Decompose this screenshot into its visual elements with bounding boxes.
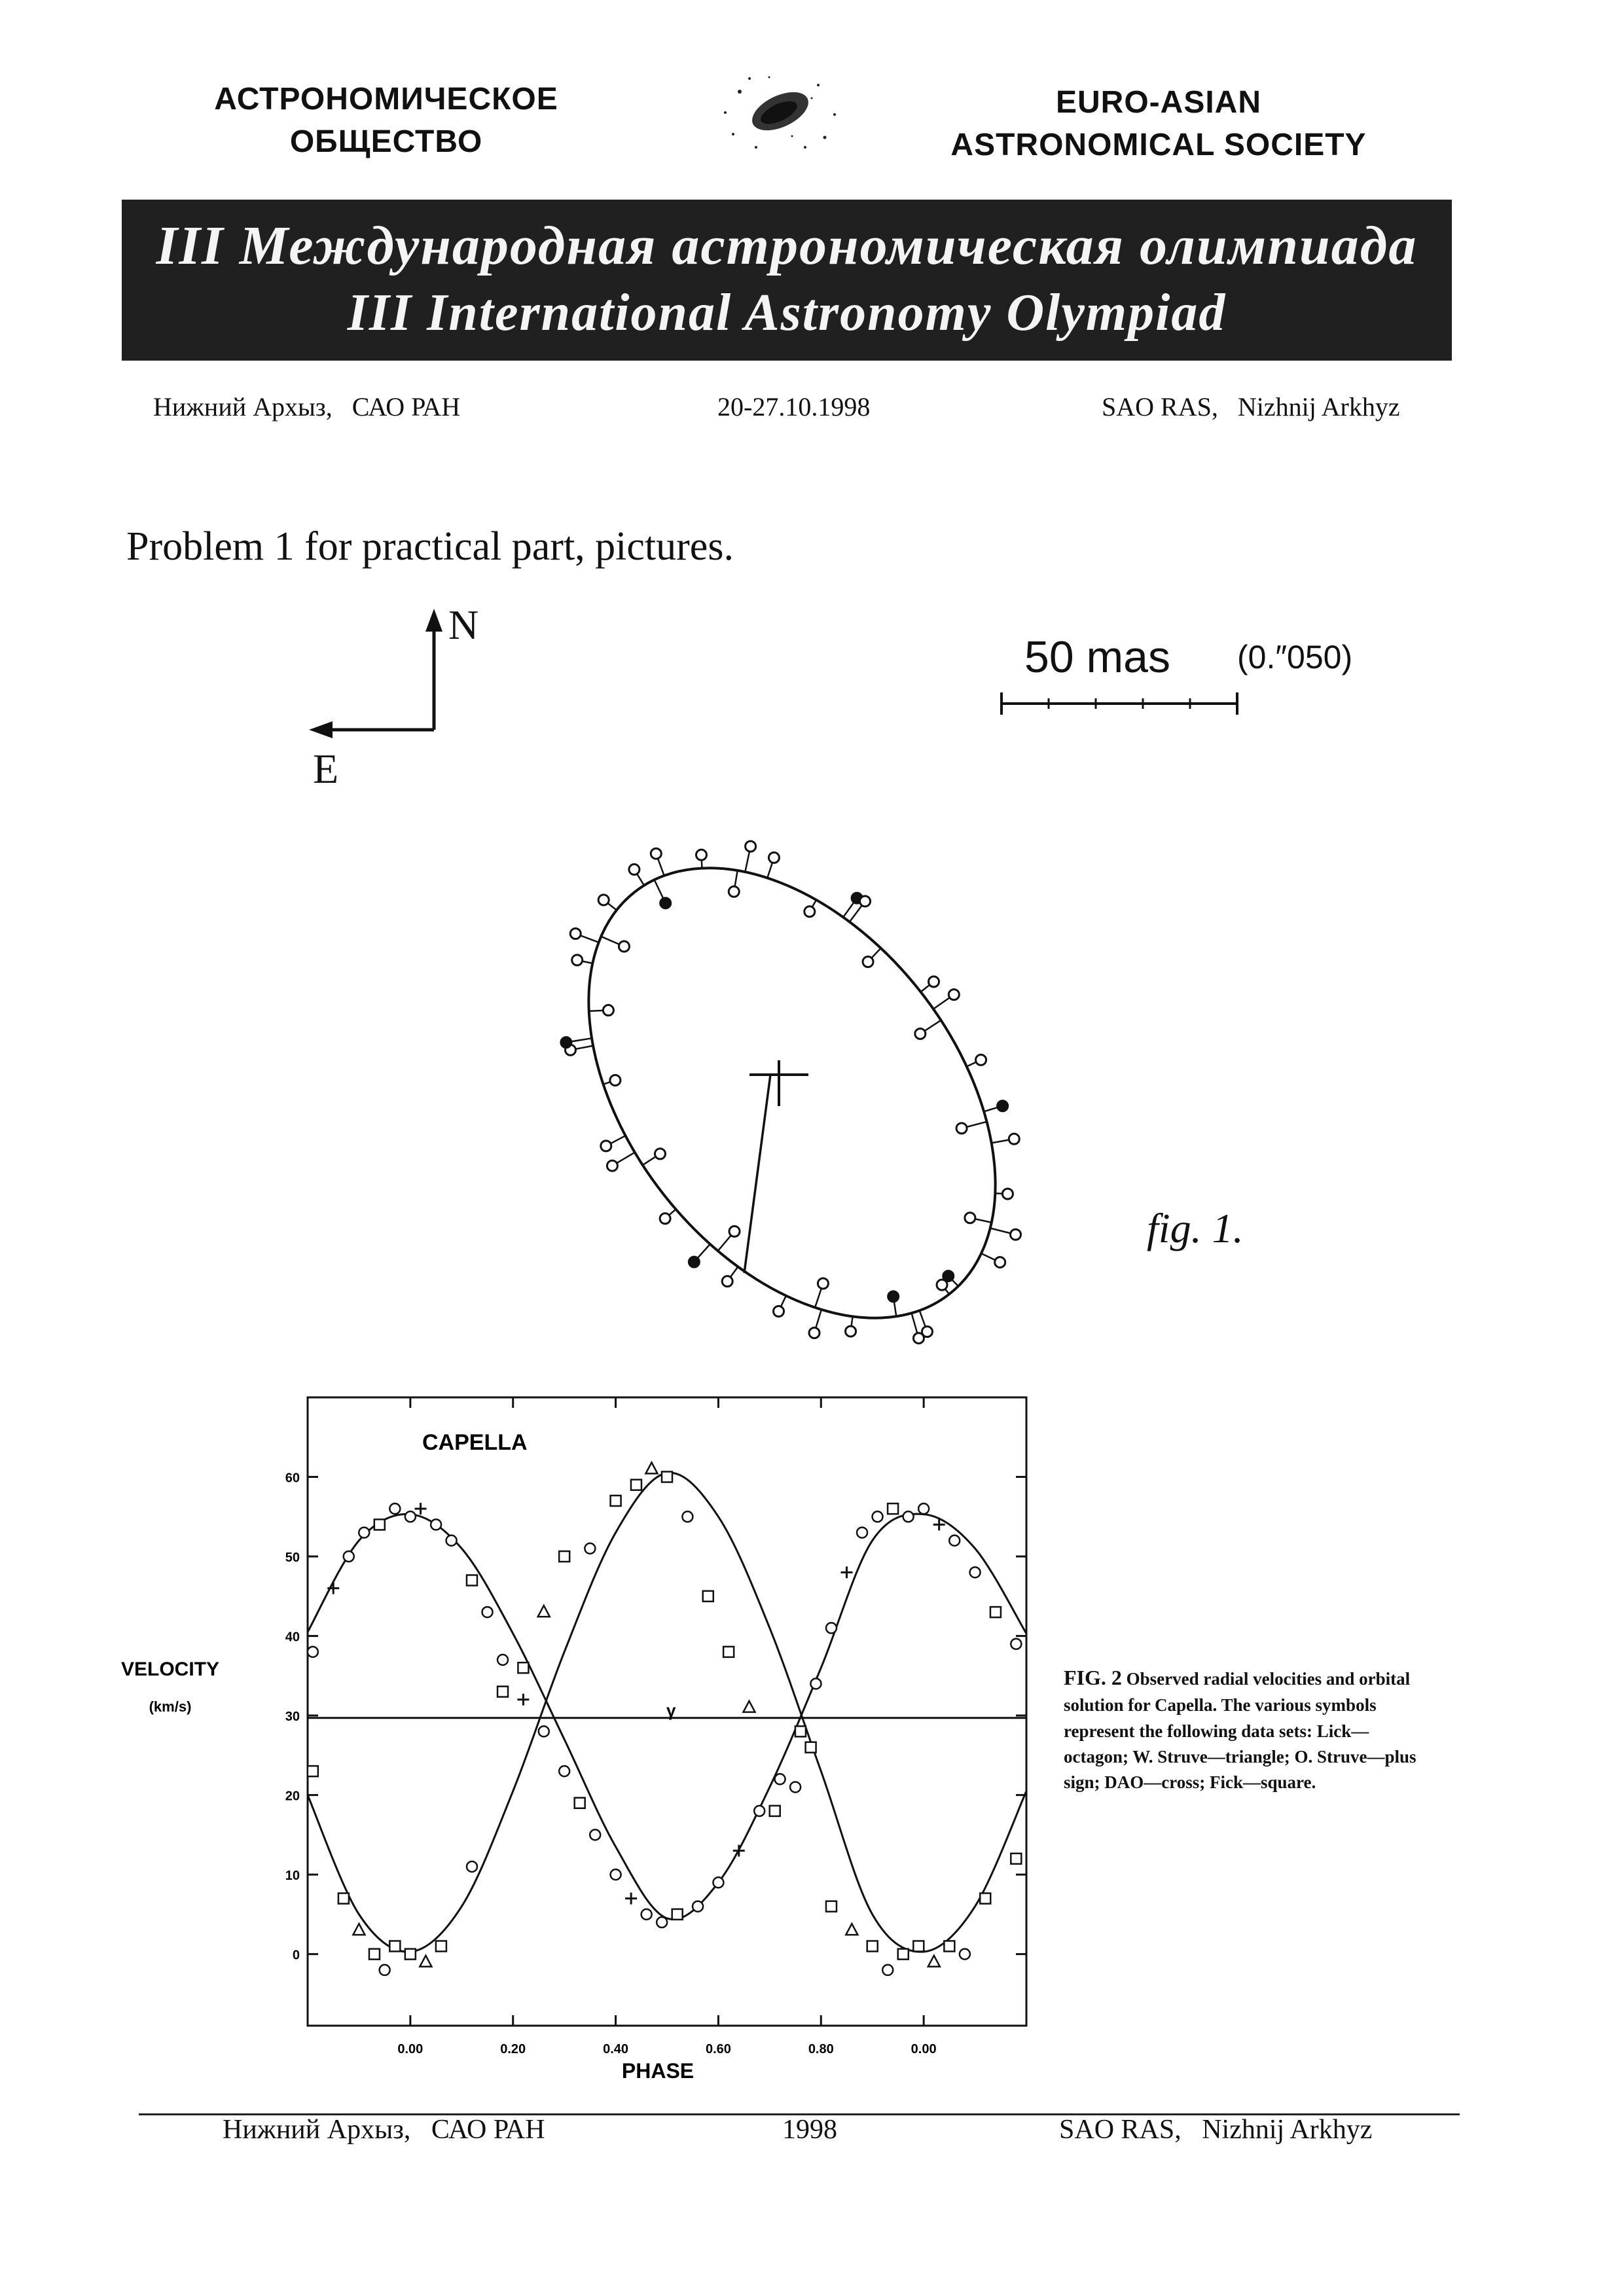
periastron-line	[744, 1075, 770, 1273]
footer-year: 1998	[782, 2115, 837, 2145]
banner-title-en: III International Astronomy Olympiad	[347, 284, 1227, 342]
orbit-observation-point	[846, 1326, 856, 1336]
x-tick-label: 0.00	[397, 2042, 424, 2056]
scale-value: (0.″050)	[1237, 639, 1353, 675]
velocity-point-octagon	[482, 1607, 493, 1617]
velocity-point-square	[374, 1519, 385, 1530]
orbit-observation-point	[976, 1054, 986, 1065]
velocity-point-octagon	[308, 1647, 318, 1657]
orbit-observation-point	[610, 1075, 621, 1086]
velocity-point-triangle	[846, 1924, 857, 1935]
velocity-point-plus	[733, 1845, 745, 1857]
orbit-observation-point	[929, 977, 939, 987]
velocity-point-octagon	[826, 1623, 837, 1633]
orbit-figure	[511, 805, 1060, 1361]
orbit-ellipse	[511, 805, 1060, 1361]
orbit-observation-point	[956, 1123, 967, 1134]
velocity-point-square	[389, 1941, 400, 1951]
velocity-point-triangle	[743, 1701, 755, 1712]
velocity-point-square	[888, 1503, 898, 1514]
velocity-point-square	[980, 1893, 990, 1904]
velocity-point-octagon	[446, 1535, 457, 1546]
x-tick-label: 0.80	[808, 2042, 834, 2056]
velocity-point-square	[575, 1798, 585, 1808]
orbit-observation-point	[943, 1271, 954, 1282]
velocity-point-square	[518, 1662, 528, 1673]
velocity-point-octagon	[882, 1965, 893, 1975]
velocity-point-triangle	[420, 1956, 431, 1967]
velocity-point-octagon	[970, 1567, 981, 1577]
chart-title: CAPELLA	[422, 1430, 528, 1455]
orbit-observation-point	[913, 1333, 924, 1344]
y-tick-label: 10	[285, 1869, 300, 1884]
velocity-point-plus	[841, 1566, 853, 1578]
banner-title-ru: III Международная астрономическая олимпиада	[156, 215, 1418, 276]
velocity-point-plus	[415, 1503, 427, 1515]
orbit-observation-point	[629, 864, 640, 874]
society-name-en-line1: EURO-ASIAN	[1055, 85, 1261, 120]
orbit-observation-point	[601, 1141, 611, 1151]
orbit-observation-point	[1002, 1189, 1013, 1199]
orbit-observation-point	[965, 1213, 975, 1223]
orbit-observation-point	[888, 1291, 899, 1302]
velocity-point-octagon	[713, 1877, 723, 1888]
velocity-point-square	[436, 1941, 446, 1951]
velocity-point-octagon	[611, 1869, 621, 1880]
velocity-point-square	[770, 1806, 780, 1816]
velocity-point-octagon	[380, 1965, 390, 1975]
velocity-point-square	[672, 1909, 683, 1920]
orbit-observation-point	[863, 957, 873, 967]
primary-star-marker	[749, 1060, 808, 1106]
y-axis-unit: (km/s)	[149, 1698, 192, 1715]
orbit-observation-point	[689, 1257, 699, 1267]
velocity-point-square	[913, 1941, 924, 1951]
orbit-observation-point	[607, 1160, 617, 1171]
velocity-point-square	[990, 1607, 1001, 1617]
velocity-point-square	[703, 1591, 713, 1602]
x-tick-label: 0.00	[911, 2042, 937, 2056]
velocity-point-octagon	[590, 1829, 600, 1840]
orbit-observation-point	[915, 1028, 926, 1039]
orbit-observation-point	[1009, 1134, 1019, 1144]
velocity-point-octagon	[467, 1861, 477, 1872]
orbit-observation-point	[696, 850, 706, 860]
orbit-observation-point	[995, 1257, 1005, 1268]
x-tick-label: 0.20	[500, 2042, 526, 2056]
olympiad-banner	[122, 200, 1452, 361]
society-name-ru	[157, 79, 615, 164]
society-name-en-line2: ASTRONOMICAL SOCIETY	[950, 127, 1367, 162]
orbit-observation-point	[598, 895, 609, 905]
x-tick-label: 0.40	[603, 2042, 629, 2056]
orbit-observation-point	[746, 841, 756, 852]
velocity-point-square	[611, 1496, 621, 1506]
y-tick-label: 50	[285, 1551, 300, 1566]
orbit-observation-point	[729, 1226, 740, 1236]
north-label: N	[448, 601, 479, 648]
velocity-point-plus	[327, 1583, 339, 1594]
orbit-observation-point	[660, 1213, 670, 1224]
x-tick-label: 0.60	[705, 2042, 731, 2056]
velocity-point-octagon	[431, 1519, 441, 1530]
velocity-point-triangle	[645, 1462, 657, 1473]
problem-title: Problem 1 for practical part, pictures.	[126, 524, 734, 569]
orbit-observation-point	[572, 955, 583, 965]
y-tick-label: 0	[292, 1948, 300, 1963]
place-en: SAO RAS, Nizhnij Arkhyz	[1102, 392, 1400, 422]
place-ru: Нижний Архыз, САО РАН	[153, 392, 461, 422]
velocity-point-octagon	[775, 1774, 785, 1784]
fig2-caption-text: Observed radial velocities and orbital solution for Capella. The various symbols represent the following data sets: Lick—octagon; W. Struve—triangle; O. Struve—plus sign; DAO—cross; Fick—square.	[1064, 1669, 1416, 1792]
orbit-observation-point	[651, 848, 661, 859]
orbit-observation-point	[655, 1149, 665, 1159]
velocity-point-plus	[517, 1694, 529, 1706]
velocity-point-triangle	[928, 1956, 940, 1967]
velocity-point-plus	[625, 1893, 637, 1905]
velocity-point-square	[338, 1893, 349, 1904]
velocity-point-octagon	[693, 1901, 703, 1912]
velocity-point-octagon	[497, 1655, 508, 1665]
velocity-point-square	[405, 1949, 416, 1960]
velocity-point-square	[723, 1647, 734, 1657]
scale-label: 50 mas	[1024, 632, 1170, 682]
velocity-point-octagon	[405, 1511, 416, 1522]
orbit-observations	[561, 841, 1021, 1343]
event-dates: 20-27.10.1998	[717, 392, 871, 422]
velocity-point-octagon	[873, 1511, 883, 1522]
orbit-observation-point	[603, 1005, 613, 1016]
velocity-point-octagon	[790, 1782, 801, 1792]
x-axis-title: PHASE	[621, 2059, 695, 2083]
footer-place-en: SAO RAS, Nizhnij Arkhyz	[1059, 2115, 1373, 2145]
y-tick-label: 40	[285, 1630, 300, 1645]
orbit-curve	[511, 805, 1060, 1361]
velocity-point-octagon	[344, 1551, 354, 1562]
fig2-caption	[1064, 1662, 1417, 1795]
velocity-point-octagon	[641, 1909, 652, 1920]
gamma-label: γ	[666, 1700, 676, 1720]
velocity-point-square	[662, 1472, 672, 1482]
velocity-point-octagon	[754, 1806, 765, 1816]
orbit-observation-point	[818, 1278, 828, 1289]
velocity-point-octagon	[903, 1511, 914, 1522]
society-name-ru-line1: АСТРОНОМИЧЕСКОЕ	[214, 82, 558, 117]
chart-plot-area	[285, 1397, 1026, 2056]
velocity-point-octagon	[539, 1726, 549, 1736]
orbit-observation-point	[768, 852, 779, 863]
orbit-observation-point	[948, 990, 959, 1000]
orbit-observation-point	[804, 906, 815, 917]
orbit-observation-point	[570, 929, 581, 939]
velocity-point-octagon	[585, 1543, 595, 1554]
y-tick-label: 20	[285, 1789, 300, 1804]
velocity-point-square	[944, 1941, 954, 1951]
velocity-point-square	[795, 1726, 806, 1736]
orbit-observation-point	[998, 1101, 1008, 1111]
velocity-point-square	[559, 1551, 569, 1562]
y-tick-label: 60	[285, 1471, 300, 1486]
orbit-observation-point	[561, 1037, 571, 1048]
velocity-point-triangle	[353, 1924, 365, 1935]
velocity-point-square	[1011, 1854, 1021, 1864]
fig2-caption-label: FIG. 2	[1064, 1666, 1122, 1689]
velocity-point-square	[308, 1766, 318, 1776]
velocity-point-octagon	[810, 1678, 821, 1689]
velocity-point-square	[631, 1480, 641, 1490]
capella-velocity-chart	[98, 1374, 1047, 2114]
velocity-point-triangle	[538, 1605, 550, 1617]
velocity-point-square	[369, 1949, 380, 1960]
velocity-point-octagon	[1011, 1639, 1021, 1649]
orbit-observation-point	[860, 896, 871, 906]
velocity-point-octagon	[389, 1503, 400, 1514]
fig1-caption: fig. 1.	[1147, 1205, 1244, 1251]
velocity-point-octagon	[960, 1949, 970, 1960]
orbit-observation-point	[809, 1327, 820, 1338]
orbit-observation-point	[774, 1306, 784, 1317]
velocity-point-octagon	[918, 1503, 929, 1514]
velocity-point-octagon	[657, 1917, 667, 1928]
y-axis-title: VELOCITY	[120, 1659, 220, 1680]
velocity-point-square	[497, 1687, 508, 1697]
orbit-observation-point	[660, 898, 671, 908]
velocity-point-square	[806, 1742, 816, 1753]
scale-bar	[995, 687, 1244, 720]
velocity-point-octagon	[559, 1766, 569, 1776]
footer-place-ru: Нижний Архыз, САО РАН	[223, 2115, 545, 2145]
society-name-ru-line2: ОБЩЕСТВО	[289, 124, 483, 159]
velocity-point-square	[826, 1901, 837, 1912]
velocity-point-square	[867, 1941, 878, 1951]
velocity-point-octagon	[857, 1528, 867, 1538]
velocity-point-square	[467, 1575, 477, 1585]
velocity-point-square	[898, 1949, 909, 1960]
society-name-en	[897, 82, 1420, 167]
east-label: E	[313, 745, 339, 792]
orbit-observation-point	[1010, 1229, 1020, 1240]
velocity-point-octagon	[682, 1511, 693, 1522]
orbit-observation-point	[722, 1276, 732, 1287]
velocity-point-octagon	[949, 1535, 960, 1546]
orbit-observation-point	[729, 886, 739, 897]
orbit-observation-point	[619, 941, 629, 952]
y-tick-label: 30	[285, 1710, 300, 1725]
velocity-point-octagon	[359, 1528, 369, 1538]
society-logo	[707, 65, 851, 164]
